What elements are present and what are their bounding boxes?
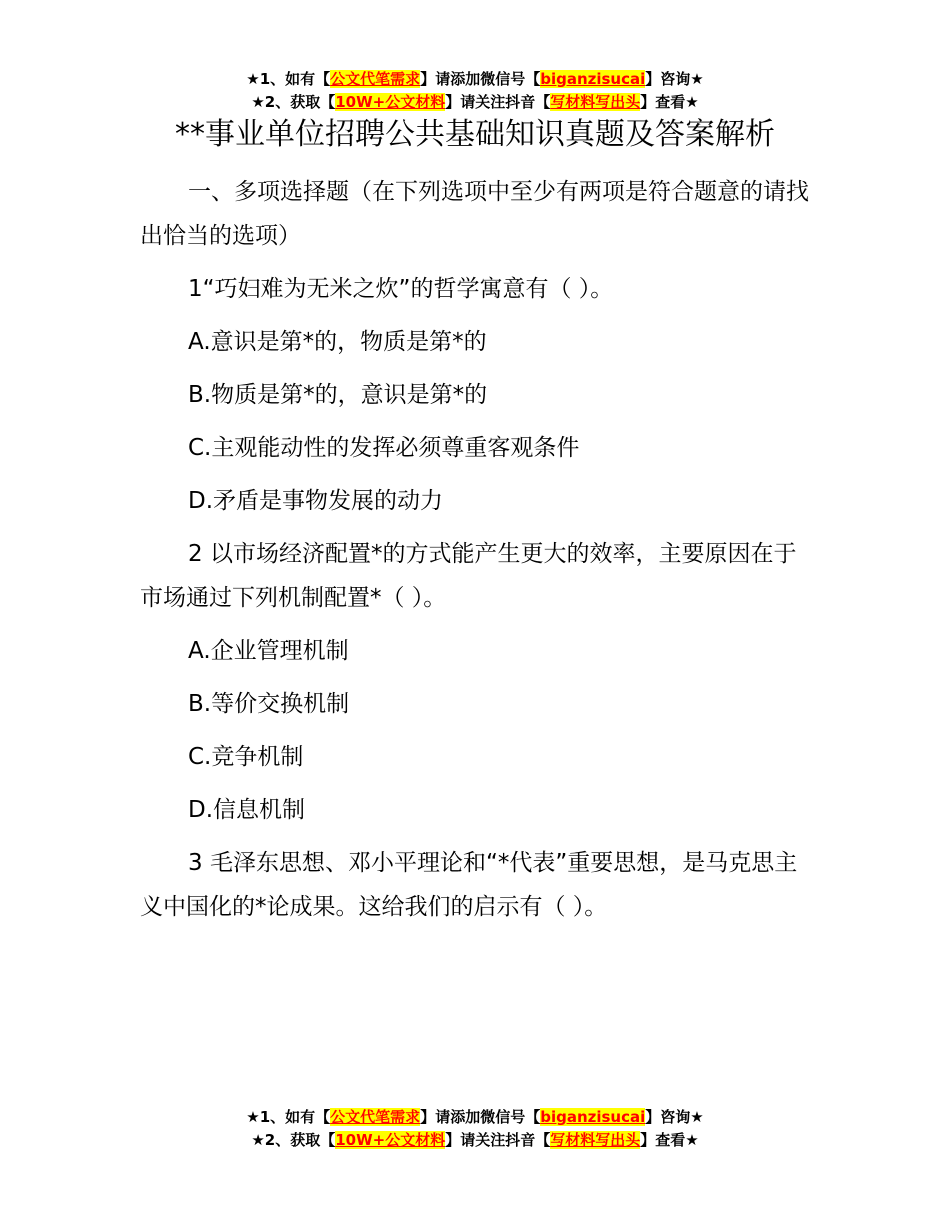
option-d: D.矛盾是事物发展的动力 [188,488,444,514]
question-1: 1“巧妇难为无米之炊”的哲学寓意有（ ）。 [188,276,614,302]
document-body [140,170,815,938]
option-c: C.竞争机制 [188,744,304,770]
banner-line-1: ★1、如有【公文代笔需求】请添加微信号【biganzisucai】咨询★ [246,70,704,88]
footer-banner [0,1106,950,1152]
option-b: B.物质是第*的，意识是第*的 [188,382,488,408]
document-title: **事业单位招聘公共基础知识真题及答案解析 [175,117,775,152]
section-heading: 一、多项选择题（在下列选项中至少有两项是符合题意的请找出恰当的选项） [140,179,809,249]
banner-highlight: 公文代笔需求 [330,70,421,88]
banner-highlight: biganzisucai [540,1108,646,1126]
banner-highlight: biganzisucai [540,70,646,88]
banner-highlight: 写材料写出头 [550,93,641,111]
header-banner [0,68,950,114]
banner-line-2: ★2、获取【10W+公文材料】请关注抖音【写材料写出头】查看★ [251,1131,699,1149]
option-c: C.主观能动性的发挥必须尊重客观条件 [188,435,580,461]
option-d: D.信息机制 [188,797,306,823]
option-a: A.意识是第*的，物质是第*的 [188,329,487,355]
banner-line-2: ★2、获取【10W+公文材料】请关注抖音【写材料写出头】查看★ [251,93,699,111]
option-a: A.企业管理机制 [188,638,349,664]
question-3: 3 毛泽东思想、邓小平理论和“*代表”重要思想，是马克思主义中国化的*论成果。这给我们的启示有（ ）。 [140,850,798,920]
question-2: 2 以市场经济配置*的方式能产生更大的效率，主要原因在于市场通过下列机制配置*（ ）。 [140,541,797,611]
banner-highlight: 写材料写出头 [550,1131,641,1149]
banner-highlight: 10W+公文材料 [335,93,446,111]
banner-line-1: ★1、如有【公文代笔需求】请添加微信号【biganzisucai】咨询★ [246,1108,704,1126]
option-b: B.等价交换机制 [188,691,350,717]
banner-highlight: 公文代笔需求 [330,1108,421,1126]
banner-highlight: 10W+公文材料 [335,1131,446,1149]
